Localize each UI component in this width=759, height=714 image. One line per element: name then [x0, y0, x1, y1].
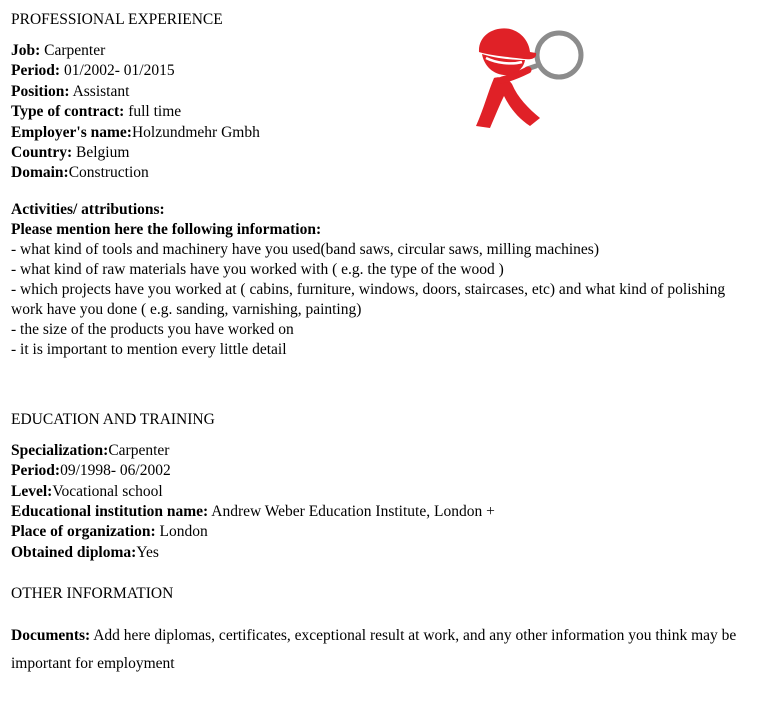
experience-fields	[11, 41, 751, 184]
activity-item: - which projects have you worked at ( cabins, furniture, windows, doors, staircases, etc) and what kind of polishing work have you done ( e.g. sanding, varnishing, painting)	[11, 280, 726, 318]
field-job	[11, 41, 751, 61]
field-domain	[11, 163, 751, 183]
field-value: Yes	[136, 543, 159, 561]
field-value: Belgium	[72, 144, 130, 162]
field-specialization	[11, 441, 751, 461]
field-period	[11, 61, 751, 81]
education-fields	[11, 441, 751, 563]
field-value: 01/2002- 01/2015	[60, 62, 175, 80]
field-label: Type of contract:	[11, 103, 125, 121]
field-level	[11, 482, 751, 502]
activity-item: - it is important to mention every little detail	[11, 340, 287, 358]
field-label: Specialization:	[11, 441, 109, 459]
documents-label: Documents:	[11, 627, 91, 645]
education-heading: EDUCATION AND TRAINING	[11, 410, 215, 428]
field-value: Carpenter	[108, 441, 170, 459]
field-period	[11, 461, 751, 481]
field-country	[11, 143, 751, 163]
field-label: Level:	[11, 482, 53, 500]
field-label: Employer's name:	[11, 123, 132, 141]
field-label: Country:	[11, 144, 73, 162]
activity-item: - what kind of tools and machinery have you used(band saws, circular saws, milling machines)	[11, 240, 599, 258]
field-value: Construction	[68, 164, 149, 182]
field-label: Obtained diploma:	[11, 543, 137, 561]
field-value: Vocational school	[52, 482, 163, 500]
field-value: Andrew Weber Education Institute, London +	[208, 503, 495, 521]
field-position	[11, 82, 751, 102]
other-information-block	[11, 584, 751, 678]
activities-block	[11, 200, 751, 360]
cv-document	[11, 10, 751, 678]
field-value: Carpenter	[40, 42, 106, 59]
field-value: full time	[124, 103, 182, 121]
field-label: Job:	[11, 42, 41, 59]
experience-heading: PROFESSIONAL EXPERIENCE	[11, 11, 223, 28]
activity-item: - the size of the products you have worked on	[11, 320, 294, 338]
field-label: Place of organization:	[11, 523, 156, 541]
activities-prompt: Please mention here the following information:	[11, 220, 322, 238]
field-label: Domain:	[11, 164, 69, 182]
field-label: Position:	[11, 82, 70, 100]
field-place	[11, 522, 751, 542]
field-value: Assistant	[69, 82, 130, 100]
activity-item: - what kind of raw materials have you worked with ( e.g. the type of the wood )	[11, 260, 504, 278]
field-value: Holzundmehr Gmbh	[131, 123, 260, 141]
field-employer	[11, 123, 751, 143]
field-value: London	[155, 523, 208, 541]
field-label: Period:	[11, 62, 61, 80]
field-diploma	[11, 543, 751, 563]
documents-paragraph	[11, 622, 751, 678]
other-heading: OTHER INFORMATION	[11, 585, 174, 603]
field-value: 09/1998- 06/2002	[60, 462, 171, 480]
field-label: Period:	[11, 462, 61, 480]
field-label: Educational institution name:	[11, 503, 209, 521]
documents-text: Add here diplomas, certificates, exceptional result at work, and any other information you think may be important for employment	[11, 627, 737, 673]
field-contract-type	[11, 102, 751, 122]
field-institution	[11, 502, 751, 522]
activities-heading: Activities/ attributions:	[11, 200, 165, 218]
